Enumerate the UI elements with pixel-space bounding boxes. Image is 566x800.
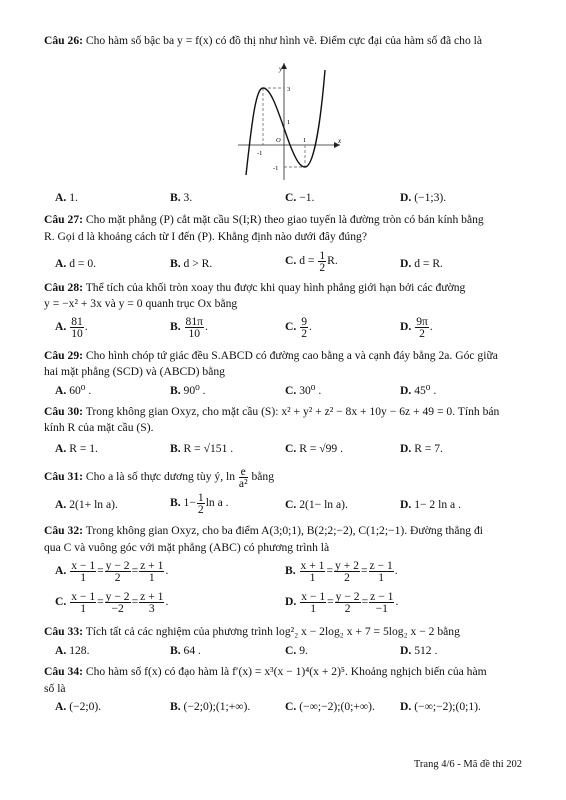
answer-b: B. $\frac{81\pi}{10}$ . <box>170 315 208 340</box>
page-footer: Trang 4/6 - Mã đề thi 202 <box>413 759 522 770</box>
answer-d: D. R = 7. <box>400 442 443 455</box>
answer-a: A. d = 0. <box>55 257 97 270</box>
answer-c: C. d = $\frac{1}{2}$ R. <box>285 249 338 274</box>
answer-d: D. (−∞;−2);(0;1). <box>400 700 481 713</box>
question-label: Câu 31: <box>44 470 83 484</box>
answer-b: B. (−2;0);(1;+∞). <box>170 700 251 713</box>
answer-c: C. $\frac{x - 1}{1}$ = $\frac{y - 2}{-2}$ = $\frac{z + 1}{3}$ . <box>55 590 169 615</box>
answer-a: A. 128. <box>55 644 90 657</box>
answer-c: C. 9. <box>285 644 308 657</box>
question-label: Câu 34: <box>44 665 83 678</box>
question-text: Trong không gian Oxyz, cho mặt cầu (S): x² + y² + z² − 8x + 10y − 6z + 49 = 0. Tính bán <box>85 405 500 418</box>
question-27 <box>44 212 526 227</box>
question-28-line2: y = −x² + 3x và y = 0 quanh trục Ox bằng <box>44 297 238 310</box>
answer-a: A. 1. <box>55 191 78 204</box>
answer-c: C. −1. <box>285 191 315 204</box>
answer-a: A. R = 1. <box>55 442 98 455</box>
answer-d: D. 45⁰ . <box>400 384 437 397</box>
origin-label: O <box>276 137 281 144</box>
answer-b: B. 3. <box>170 191 193 204</box>
x-axis-label: x <box>338 137 342 145</box>
question-label: Câu 32: <box>44 524 83 537</box>
question-label: Câu 27: <box>44 213 83 226</box>
question-32-line2: qua C và vuông góc với mặt phẳng (ABC) có phương trình là <box>44 541 330 554</box>
question-26 <box>44 33 526 48</box>
question-text: Cho mặt phẳng (P) cắt mặt cầu S(I;R) theo giao tuyến là đường tròn có bán kính bằng <box>85 213 484 226</box>
answer-c: C. 30⁰ . <box>285 384 322 397</box>
question-34-line2: số là <box>44 682 66 695</box>
tick-label: 3 <box>287 86 291 93</box>
answer-b: B. $\frac{x + 1}{1}$ = $\frac{y + 2}{2}$ = $\frac{z - 1}{1}$ . <box>285 559 398 584</box>
answer-d: D. $\frac{9\pi}{2}$ . <box>400 315 433 340</box>
question-29-line2: hai mặt phẳng (SCD) và (ABCD) bằng <box>44 365 225 378</box>
answer-a: A. 2(1+ ln a). <box>55 498 118 511</box>
question-label: Câu 29: <box>44 349 83 362</box>
answer-a: A. 60⁰ . <box>55 384 92 397</box>
question-label: Câu 33: <box>44 625 83 638</box>
question-27-line2: R. Gọi d là khoảng cách từ I đến (P). Khẳng định nào dưới đây đúng? <box>44 230 367 243</box>
tick-label: -1 <box>273 165 279 172</box>
answer-d: D. 1− 2 ln a . <box>400 498 461 511</box>
cubic-curve <box>246 70 325 175</box>
question-30-line2: kính R của mặt cầu (S). <box>44 421 154 434</box>
answer-b: B. 64 . <box>170 644 201 657</box>
tick-label: 1 <box>287 119 291 126</box>
question-text: Cho hình chóp tứ giác đều S.ABCD có đường cao bằng a và cạnh đáy bằng 2a. Góc giữa <box>85 349 498 362</box>
answer-d: D. d = R. <box>400 257 443 270</box>
question-29 <box>44 348 526 363</box>
tick-label: -1 <box>257 150 263 157</box>
answer-c: C. (−∞;−2);(0;+∞). <box>285 700 375 713</box>
question-text: Trong không gian Oxyz, cho ba điểm A(3;0;1), B(2;2;−2), C(1;2;−1). Đường thẳng đi <box>85 524 484 537</box>
question-text: Cho hàm số bậc ba y = f(x) có đồ thị như hình vẽ. Điểm cực đại của hàm số đã cho là <box>85 34 483 47</box>
y-axis-label: y <box>279 65 283 73</box>
question-text: Thể tích của khối tròn xoay thu được khi quay hình phẳng giới hạn bởi các đường <box>85 281 466 294</box>
answer-c: C. R = √99 . <box>285 442 344 455</box>
question-30 <box>44 404 526 419</box>
answer-b: B. 90⁰ . <box>170 384 206 397</box>
answer-b: B. R = √151 . <box>170 442 234 455</box>
answer-b: B. d > R. <box>170 257 213 270</box>
answer-c: C. $\frac{9}{2}$ . <box>285 315 312 340</box>
answer-a: A. $\frac{81}{10}$ . <box>55 315 88 340</box>
answer-b: B. 1− $\frac{1}{2}$ ln a . <box>170 491 229 516</box>
question-label: Câu 30: <box>44 405 83 418</box>
answer-a: A. $\frac{x - 1}{1}$ = $\frac{y - 2}{2}$ = $\frac{z + 1}{1}$ . <box>55 559 169 584</box>
question-33 <box>44 624 526 639</box>
answer-d: D. (−1;3). <box>400 191 447 204</box>
answer-d: D. 512 . <box>400 644 438 657</box>
question-label: Câu 26: <box>44 34 83 47</box>
tick-label: 1 <box>303 137 307 144</box>
question-text: Cho hàm số f(x) có đạo hàm là f′(x) = x³(x − 1)⁴(x + 2)⁵. Khoảng nghịch biến của hàm <box>85 665 487 678</box>
question-32 <box>44 523 526 538</box>
answer-d: D. $\frac{x - 1}{1}$ = $\frac{y - 2}{2}$ = $\frac{z - 1}{-1}$ . <box>285 590 399 615</box>
question-label: Câu 28: <box>44 281 83 294</box>
question-28 <box>44 280 526 295</box>
question-31: Câu 31: Cho a là số thực dương tùy ý, ln $\frac{e}{\text{a²}}$ bằng <box>44 465 274 490</box>
answer-c: C. 2(1− ln a). <box>285 498 348 511</box>
answer-a: A. (−2;0). <box>55 700 102 713</box>
question-34 <box>44 664 526 679</box>
question-text: Tích tất cả các nghiệm của phương trình log²₂ x − 2log₂ x + 7 = 5log₂ x − 2 bằng <box>85 625 460 638</box>
